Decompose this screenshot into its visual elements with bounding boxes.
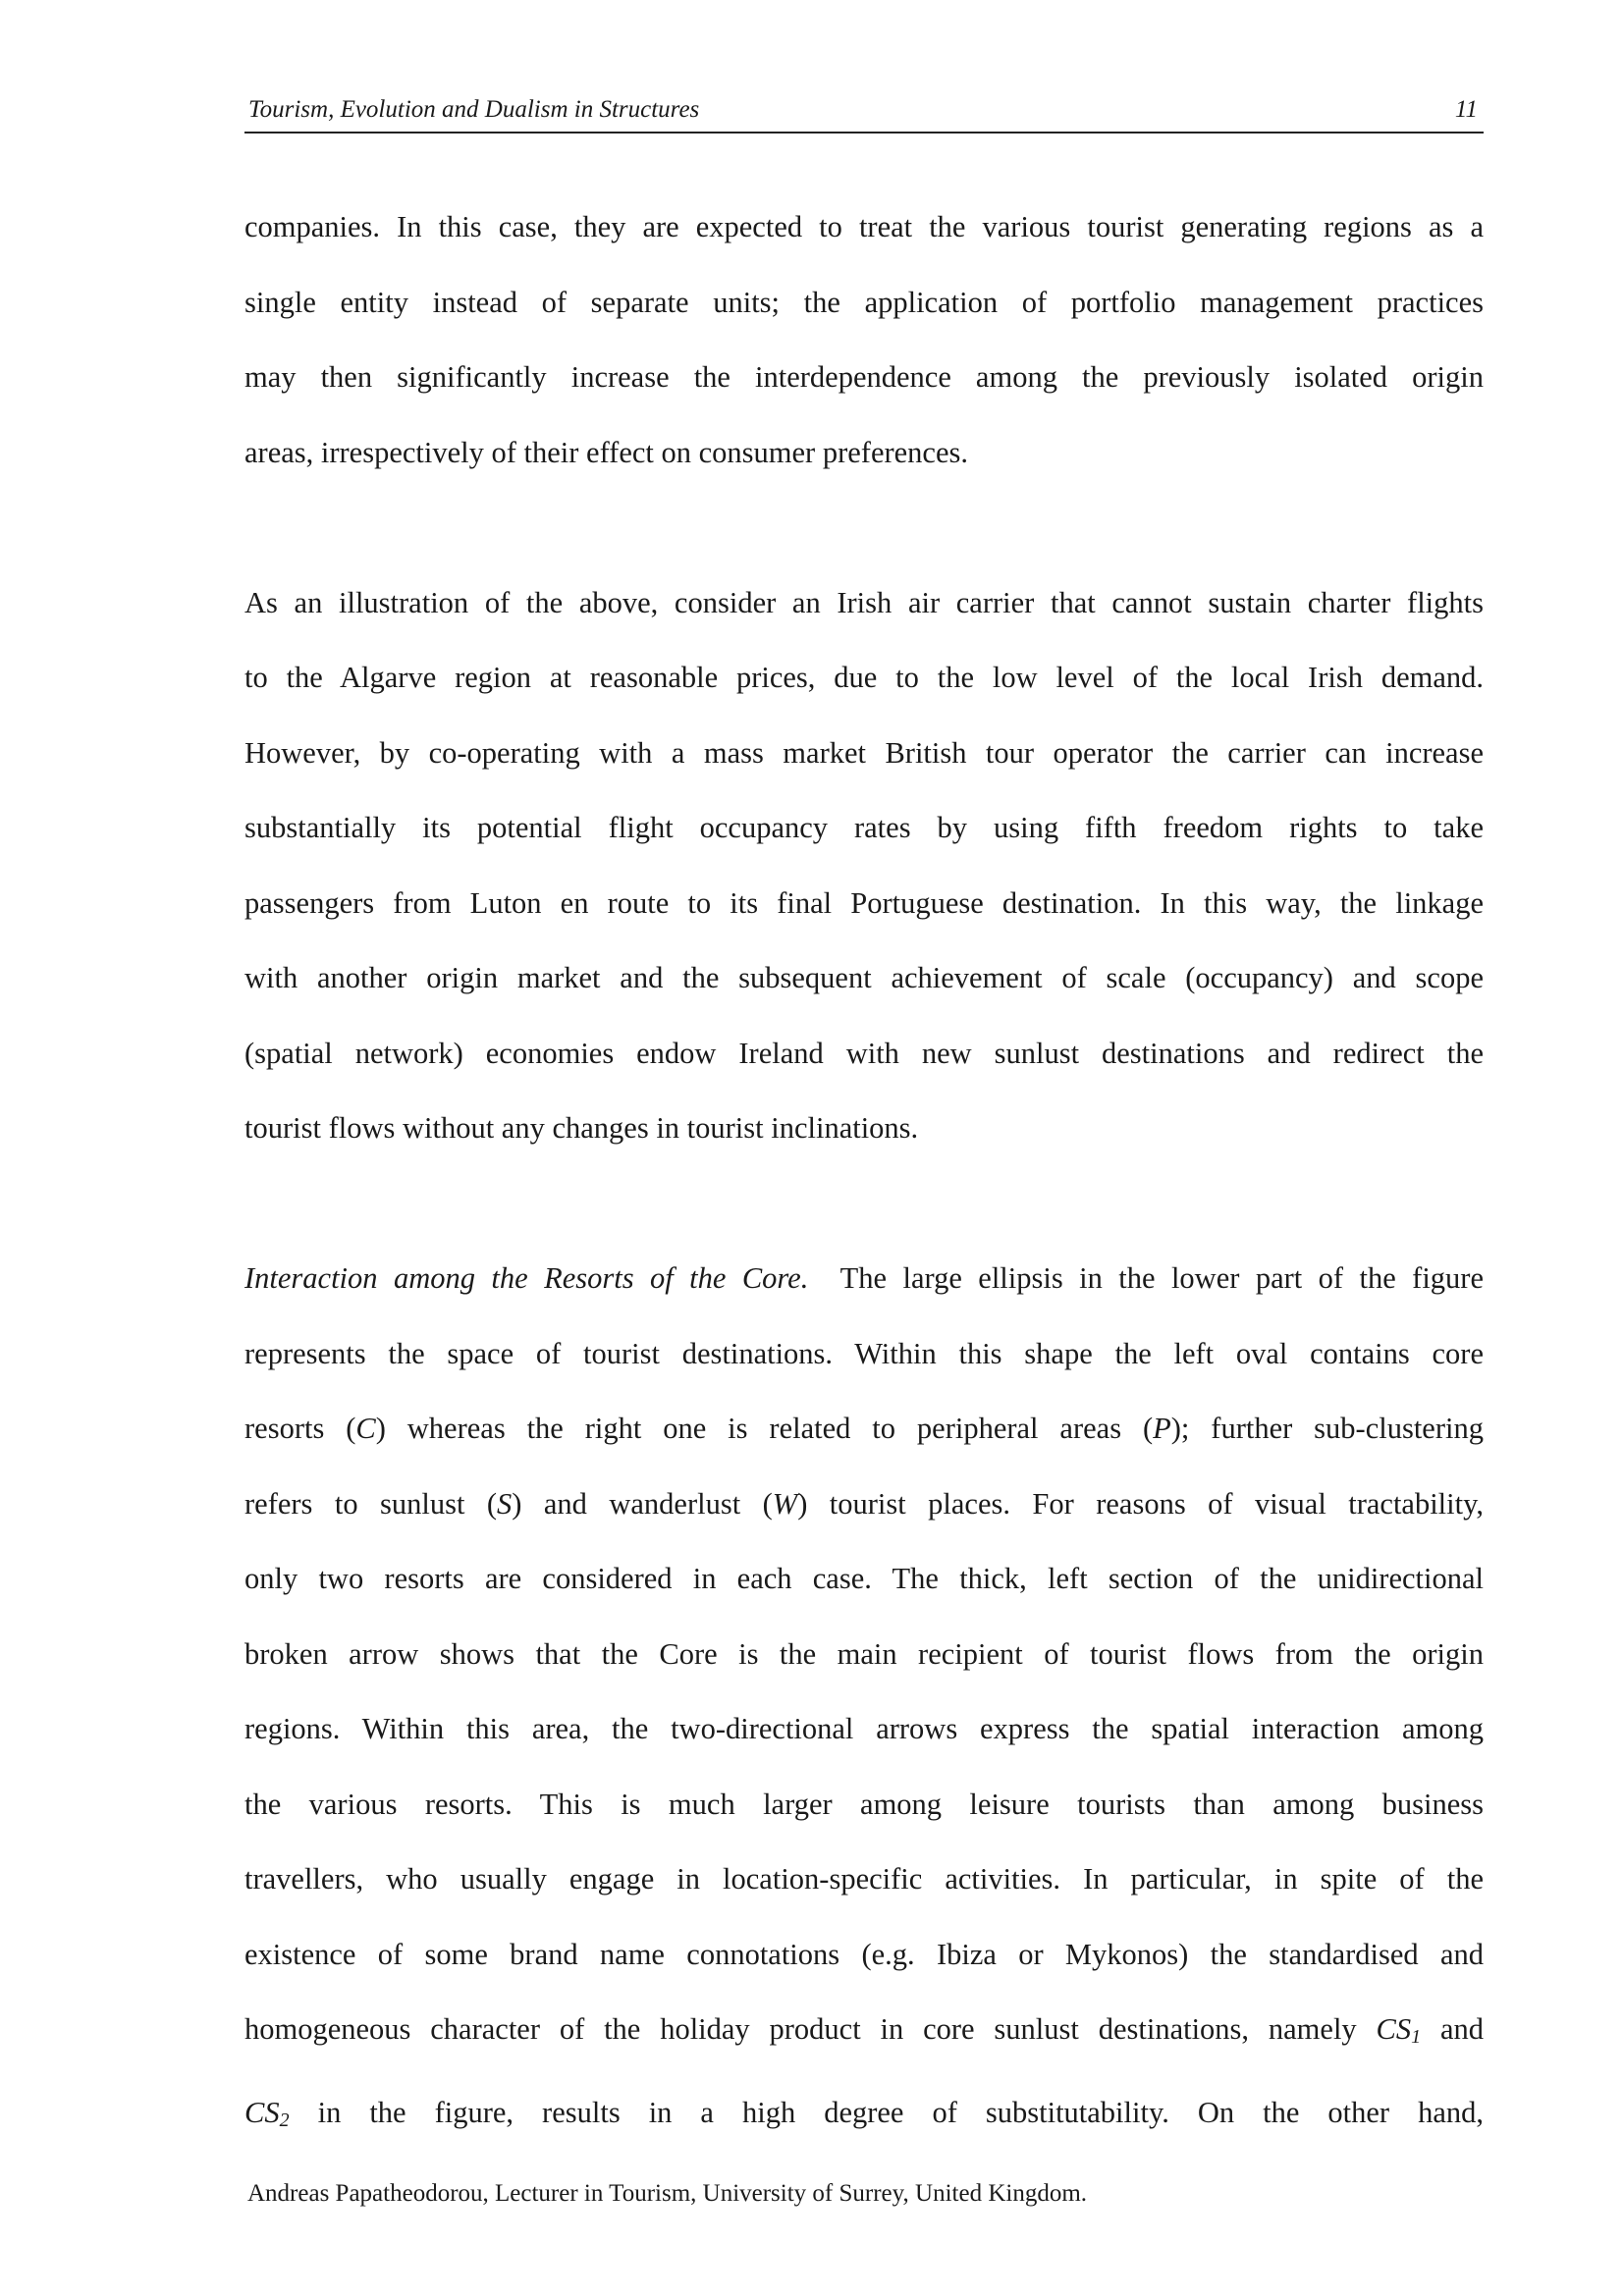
running-header — [244, 94, 1484, 133]
text-line: (spatial network) economies endow Ireland with new sunlust destinations and redirect the — [244, 1036, 1484, 1070]
text-line: homogeneous character of the holiday product in core sunlust destinations, namely $CS_1$ and — [244, 2012, 1484, 2048]
text-line: As an illustration of the above, consider an Irish air carrier that cannot sustain charter flights — [244, 585, 1484, 619]
text-line: to the Algarve region at reasonable prices, due to the low level of the local Irish demand. — [244, 661, 1484, 694]
paragraph-3 — [244, 1241, 1484, 2158]
text-line: with another origin market and the subsequent achievement of scale (occupancy) and scope — [244, 961, 1484, 994]
paragraph-2 — [244, 565, 1484, 1166]
text-line — [244, 1241, 1484, 1316]
text-line: However, by co-operating with a mass market British tour operator the carrier can increase — [244, 735, 1484, 770]
text-line: passengers from Luton en route to its final Portuguese destination. In this way, the linkage — [244, 885, 1484, 920]
text-line: regions. Within this area, the two-directional arrows express the spatial interaction among — [244, 1712, 1484, 1745]
text-line: tourist flows without any changes in tourist inclinations. — [244, 1111, 919, 1145]
text-line: refers to sunlust (S) and wanderlust (W) tourist places. For reasons of visual tractability, — [244, 1486, 1484, 1521]
text-line: companies. In this case, they are expected to treat the various tourist generating regions as a — [244, 210, 1484, 243]
text-line-rest: The large ellipsis in the lower part of the figure — [839, 1261, 1484, 1295]
paragraph-1 — [244, 189, 1484, 490]
text-line: broken arrow shows that the Core is the main recipient of tourist flows from the origin — [244, 1636, 1484, 1671]
text-line: single entity instead of separate units; the application of portfolio management practices — [244, 285, 1484, 319]
text-line: resorts (C) whereas the right one is related to peripheral areas (P); further sub-clustering — [244, 1412, 1484, 1445]
header-title: Tourism, Evolution and Dualism in Structures — [248, 96, 700, 123]
text-line: the various resorts. This is much larger among leisure tourists than among business — [244, 1787, 1484, 1821]
section-heading: Interaction among the Resorts of the Core. — [244, 1261, 809, 1295]
text-line: areas, irrespectively of their effect on consumer preferences. — [244, 435, 968, 469]
page-number: 11 — [1454, 96, 1478, 123]
text-line: existence of some brand name connotations (e.g. Ibiza or Mykonos) the standardised and — [244, 1937, 1484, 1971]
text-line: substantially its potential flight occupancy rates by using fifth freedom rights to take — [244, 811, 1484, 844]
text-line: only two resorts are considered in each case. The thick, left section of the unidirectional — [244, 1562, 1484, 1595]
text-line: represents the space of tourist destinations. Within this shape the left oval contains core — [244, 1336, 1484, 1370]
body-text — [244, 189, 1484, 2233]
text-line: travellers, who usually engage in location-specific activities. In particular, in spite of the — [244, 1862, 1484, 1896]
text-line: may then significantly increase the interdependence among the previously isolated origin — [244, 360, 1484, 394]
text-line: $CS_2$ in the figure, results in a high degree of substitutability. On the other hand, — [244, 2095, 1484, 2131]
footer-author-note: Andreas Papatheodorou, Lecturer in Tourism, University of Surrey, United Kingdom. — [247, 2180, 1088, 2207]
